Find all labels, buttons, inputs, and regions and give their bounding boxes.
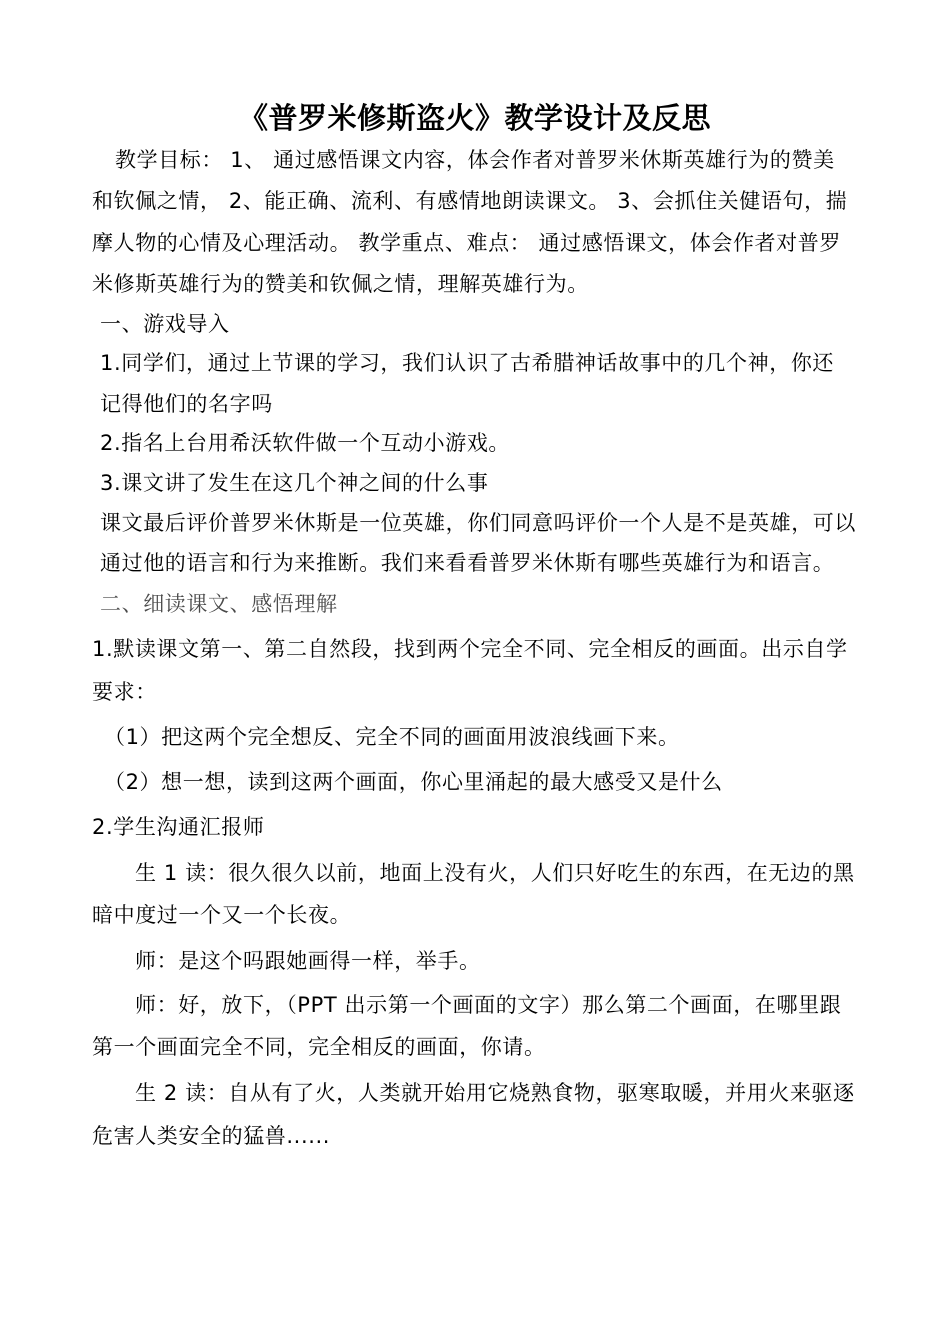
- objective-line-3: 摩人物的心情及心理活动。 教学重点、难点： 通过感悟课文，体会作者对普罗: [92, 231, 841, 255]
- dialogue-line: 师：好，放下，（PPT 出示第一个画面的文字）那么第二个画面，在哪里跟: [135, 993, 842, 1017]
- document-title: 《普罗米修斯盗火》教学设计及反思: [238, 101, 711, 135]
- paragraph-line: 通过他的语言和行为来推断。我们来看看普罗米休斯有哪些英雄行为和语言。: [100, 551, 835, 575]
- section-heading-1: 一、游戏导入: [100, 312, 230, 336]
- dialogue-line: 危害人类安全的猛兽......: [92, 1124, 331, 1148]
- objective-line-2: 和钦佩之情， 2、能正确、流利、有感情地朗读课文。 3、会抓住关健语句，揣: [92, 189, 848, 213]
- dialogue-line: 师：是这个吗跟她画得一样，举手。: [135, 949, 481, 973]
- dialogue-line: 生 2 读：自从有了火，人类就开始用它烧熟食物，驱寒取暖，并用火来驱逐: [135, 1081, 855, 1105]
- paragraph-line: 1.默读课文第一、第二自然段，找到两个完全不同、完全相反的画面。出示自学: [92, 637, 848, 661]
- paragraph-line: 课文最后评价普罗米休斯是一位英雄，你们同意吗评价一个人是不是英雄，可以: [100, 511, 856, 535]
- section-heading-2: 二、细读课文、感悟理解: [100, 592, 338, 616]
- dialogue-line: 暗中度过一个又一个长夜。: [92, 903, 352, 927]
- dialogue-line: 生 1 读：很久很久以前，地面上没有火，人们只好吃生的东西，在无边的黑: [135, 861, 855, 885]
- paragraph-line: 2.指名上台用希沃软件做一个互动小游戏。: [100, 431, 511, 455]
- paragraph-line: 要求：: [92, 680, 157, 704]
- requirement-2: （2）想一想，读到这两个画面，你心里涌起的最大感受又是什么: [104, 770, 723, 794]
- objective-line-1: 教学目标： 1、 通过感悟课文内容，体会作者对普罗米休斯英雄行为的赞美: [115, 148, 835, 172]
- paragraph-line: 1.同学们，通过上节课的学习，我们认识了古希腊神话故事中的几个神，你还: [100, 351, 835, 375]
- requirement-1: （1）把这两个完全想反、完全不同的画面用波浪线画下来。: [104, 725, 680, 749]
- paragraph-line: 2.学生沟通汇报师: [92, 815, 265, 839]
- objective-line-4: 米修斯英雄行为的赞美和钦佩之情，理解英雄行为。: [92, 272, 589, 296]
- dialogue-line: 第一个画面完全不同，完全相反的画面，你请。: [92, 1035, 546, 1059]
- paragraph-line: 3.课文讲了发生在这几个神之间的什么事: [100, 471, 489, 495]
- paragraph-line: 记得他们的名字吗: [100, 392, 273, 416]
